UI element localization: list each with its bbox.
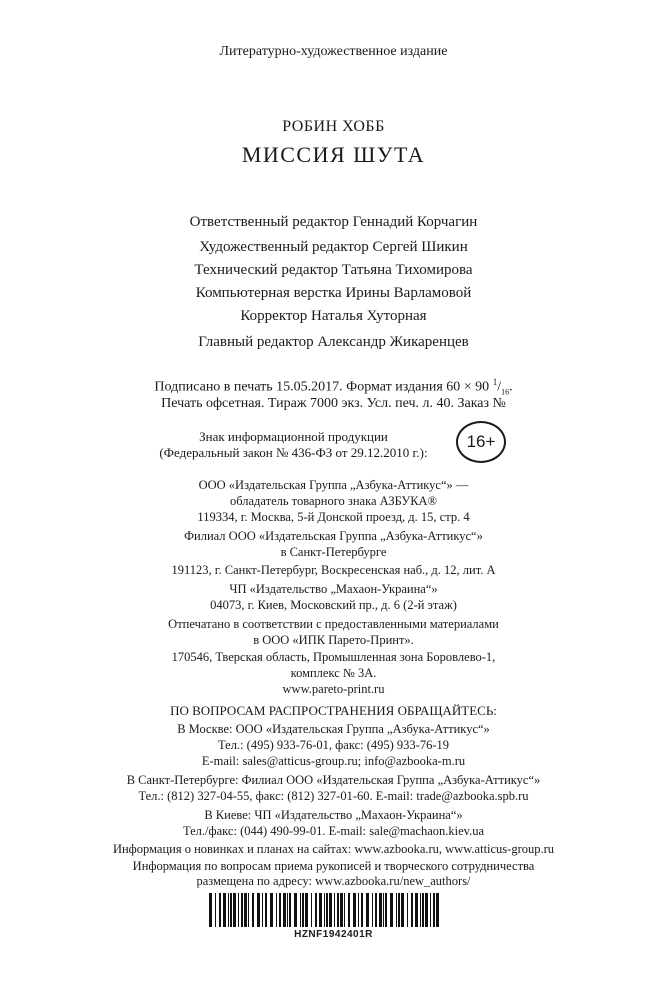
- barcode-bar: [334, 893, 335, 927]
- barcode-bar: [262, 893, 263, 927]
- publisher-main-1: ООО «Издательская Группа „Азбука-Аттикус“» —: [198, 478, 469, 492]
- credit-technical-editor: Технический редактор Татьяна Тихомирова: [194, 262, 473, 278]
- barcode-bar: [241, 893, 243, 927]
- barcode-bar: [248, 893, 249, 927]
- barcode-bar: [422, 893, 424, 927]
- barcode-bar: [326, 893, 328, 927]
- barcode-bar: [223, 893, 226, 927]
- barcode-bar: [279, 893, 281, 927]
- barcode-bar: [383, 893, 384, 927]
- barcode-bar: [425, 893, 428, 927]
- format-fraction-den: 16: [501, 387, 510, 397]
- barcode-bar: [305, 893, 308, 927]
- barcode-bar: [233, 893, 236, 927]
- barcode-bar: [433, 893, 435, 927]
- print-info-main: Подписано в печать 15.05.2017. Формат издания 60 × 90: [154, 379, 490, 395]
- publisher-kiev-1: ЧП «Издательство „Махаон-Украина“»: [229, 582, 438, 596]
- barcode-bar: [315, 893, 317, 927]
- barcode-bar: [375, 893, 377, 927]
- distribution-kiev-2: Тел./факс: (044) 490-99-01. E-mail: sale@machaon.kiev.ua: [182, 824, 485, 838]
- footer-manuscripts-2: размещена по адресу: www.azbooka.ru/new_authors/: [196, 874, 471, 888]
- printer-line2: в ООО «ИПК Парето-Принт».: [253, 633, 414, 647]
- barcode-bar: [311, 893, 312, 927]
- barcode-bar: [415, 893, 418, 927]
- barcode-bar: [238, 893, 239, 927]
- barcode-bar: [219, 893, 221, 927]
- print-info-line1: Подписано в печать 15.05.2017. Формат издания 60 × 90 $^1/_{16}$.: [154, 377, 513, 397]
- barcode-bar: [348, 893, 350, 927]
- publisher-spb-2: в Санкт-Петербурге: [280, 545, 387, 559]
- print-info-line2: Печать офсетная. Тираж 7000 экз. Усл. печ. л. 40. Заказ №: [161, 396, 506, 411]
- barcode-bar: [287, 893, 288, 927]
- credit-art-editor: Художественный редактор Сергей Шикин: [199, 239, 468, 255]
- distribution-moscow-2: Тел.: (495) 933-76-01, факс: (495) 933-76-19: [217, 738, 450, 752]
- barcode-bar: [372, 893, 373, 927]
- barcode-bar: [283, 893, 286, 927]
- barcode-bar: [366, 893, 369, 927]
- format-fraction-num: 1: [492, 377, 498, 387]
- barcode-bar: [252, 893, 254, 927]
- barcode-bar: [300, 893, 301, 927]
- barcode-bar: [265, 893, 267, 927]
- printer-line3: 170546, Тверская область, Промышленная зона Боровлево-1,: [171, 650, 496, 664]
- barcode-bar: [430, 893, 431, 927]
- publisher-spb-3: 191123, г. Санкт-Петербург, Воскресенская наб., д. 12, лит. А: [171, 563, 496, 577]
- barcode-bar: [401, 893, 404, 927]
- barcode-bar: [358, 893, 359, 927]
- barcode-bar: [230, 893, 232, 927]
- genre-label: Литературно-художественное издание: [219, 44, 448, 59]
- barcode-bar: [411, 893, 413, 927]
- barcode-bar: [215, 893, 216, 927]
- barcode-bar: [353, 893, 356, 927]
- barcode-bar: [228, 893, 229, 927]
- barcode-bar: [398, 893, 400, 927]
- credit-proofreader: Корректор Наталья Хуторная: [240, 308, 427, 324]
- barcode-bar: [289, 893, 291, 927]
- barcode-bar: [276, 893, 277, 927]
- age-rating-badge: 16+: [456, 421, 506, 463]
- publisher-main-3: 119334, г. Москва, 5-й Донской проезд, д. 15, стр. 4: [197, 510, 470, 524]
- barcode-bar: [244, 893, 247, 927]
- barcode-bar: [396, 893, 397, 927]
- barcode-bar: [270, 893, 273, 927]
- publisher-main-2: обладатель товарного знака АЗБУКА®: [229, 494, 438, 508]
- barcode-bar: [344, 893, 345, 927]
- footer-manuscripts-1: Информация по вопросам приема рукописей и творческого сотрудничества: [132, 859, 535, 873]
- book-title: МИССИЯ ШУТА: [241, 142, 426, 167]
- distribution-spb-1: В Санкт-Петербурге: Филиал ООО «Издательская Группа „Азбука-Аттикус“»: [126, 773, 541, 787]
- barcode-bar: [302, 893, 304, 927]
- barcode-bar: [361, 893, 363, 927]
- printer-line1: Отпечатано в соответствии с предоставленными материалами: [168, 617, 499, 631]
- publisher-kiev-2: 04073, г. Киев, Московский пр., д. 6 (2-й этаж): [210, 598, 457, 612]
- barcode-bar: [340, 893, 343, 927]
- credit-executive-editor: Ответственный редактор Геннадий Корчагин: [189, 214, 478, 230]
- barcode-bar: [319, 893, 322, 927]
- distribution-spb-2: Тел.: (812) 327-04-55, факс: (812) 327-01-60. E-mail: trade@azbooka.spb.ru: [138, 789, 529, 803]
- distribution-kiev-1: В Киеве: ЧП «Издательство „Махаон-Украина“»: [204, 808, 463, 822]
- barcode-bar: [379, 893, 382, 927]
- distribution-moscow-1: В Москве: ООО «Издательская Группа „Азбука-Аттикус“»: [177, 722, 490, 736]
- barcode-bar: [385, 893, 387, 927]
- barcode-number: HZNF1942401R: [294, 929, 373, 940]
- barcode-bar: [257, 893, 260, 927]
- credit-chief-editor: Главный редактор Александр Жикаренцев: [198, 334, 469, 350]
- barcode-bar: [294, 893, 297, 927]
- barcode-bar: [407, 893, 408, 927]
- age-rating-label: Знак информационной продукции: [199, 429, 388, 444]
- publisher-spb-1: Филиал ООО «Издательская Группа „Азбука-Аттикус“»: [184, 529, 483, 543]
- distribution-moscow-3: E-mail: sales@atticus-group.ru; info@azbooka-m.ru: [201, 754, 466, 768]
- credit-layout: Компьютерная верстка Ирины Варламовой: [195, 285, 472, 301]
- barcode: [209, 893, 439, 927]
- age-rating-law: (Федеральный закон № 436-ФЗ от 29.12.2010 г.):: [159, 445, 428, 460]
- barcode-bar: [390, 893, 393, 927]
- distribution-heading: ПО ВОПРОСАМ РАСПРОСТРАНЕНИЯ ОБРАЩАЙТЕСЬ:: [170, 703, 497, 718]
- barcode-bar: [337, 893, 339, 927]
- printer-line4: комплекс № 3А.: [290, 666, 377, 680]
- barcode-bar: [324, 893, 325, 927]
- printer-website: www.pareto-print.ru: [282, 682, 385, 696]
- barcode-bar: [329, 893, 332, 927]
- footer-sites: Информация о новинках и планах на сайтах: www.azbooka.ru, www.atticus-group.ru: [112, 842, 555, 856]
- barcode-bar: [209, 893, 212, 927]
- barcode-bar: [420, 893, 421, 927]
- author-name: РОБИН ХОББ: [282, 118, 385, 135]
- barcode-bar: [436, 893, 439, 927]
